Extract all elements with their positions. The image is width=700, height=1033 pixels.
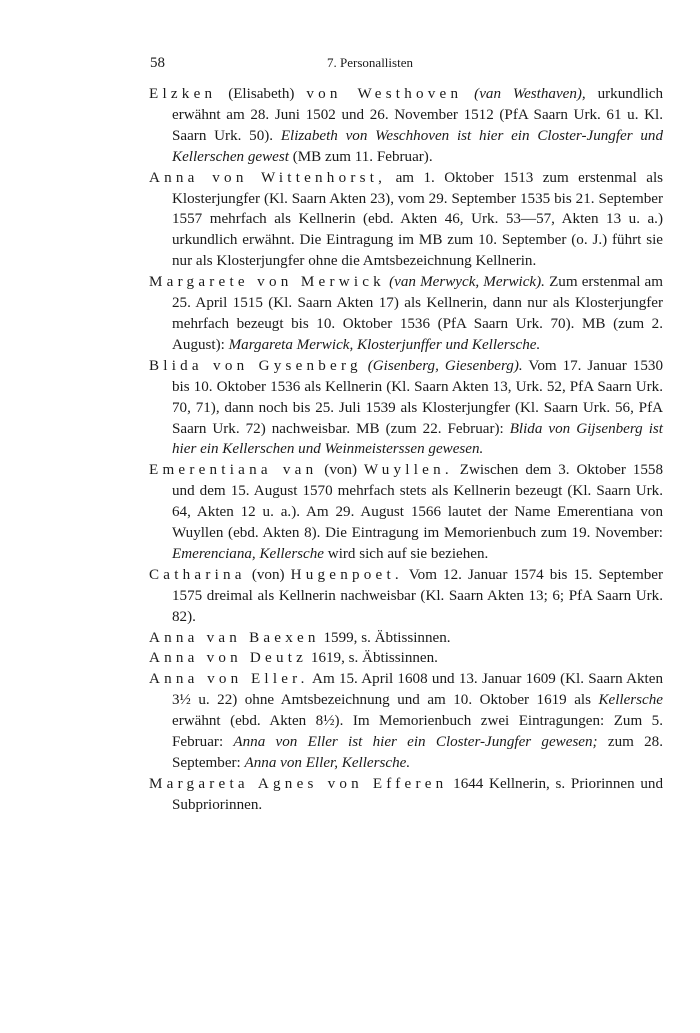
entry-list	[149, 84, 663, 816]
list-item: Blida von Gysenberg (Gisenberg, Giesenberg). Vom 17. Januar 1530 bis 10. Oktober 1536 als Kellnerin (Kl. Saarn Akten 13, Urk. 52, PfA Saarn Urk. 70, 71), dann noch bis 25. Juli 1539 als Klosterjungfer (Kl. Saarn Urk. 56, PfA Saarn Urk. 72) nachweisbar. MB (zum 22. Februar): Blida von Gijsenberg ist hier ein Kellerschen und Weinmeisterssen gewesen.	[149, 357, 663, 458]
list-item: Anna von Deutz 1619, s. Äbtissinnen.	[149, 650, 438, 667]
entry-name: Emerentiana van	[149, 462, 318, 479]
page-number: 58	[150, 55, 165, 71]
entry-name: Anna von Deutz	[149, 650, 308, 667]
list-item: Margareta Agnes von Efferen 1644 Kellnerin, s. Priorinnen und Subpriorinnen.	[149, 775, 664, 813]
running-title: 7. Personallisten	[327, 55, 413, 70]
list-item: Emerentiana van (von) Wuyllen. Zwischen dem 3. Oktober 1558 und dem 15. August 1570 mehrfach stets als Kellnerin bezeugt (Kl. Saarn Urk. 64, Akten 12 u. a.). Am 29. August 1566 lautet der Name Emerentiana von Wuyllen (ebd. Akten 8). Die Eintragung im Memorienbuch zum 19. November: Emerenciana, Kellersche wird sich auf sie beziehen.	[149, 462, 663, 562]
page-header	[0, 55, 700, 75]
list-item: Anna van Baexen 1599, s. Äbtissinnen.	[149, 629, 451, 646]
entry-name: Margareta Agnes von Efferen	[149, 775, 448, 792]
entry-name: Margarete von Merwick	[149, 274, 385, 291]
entry-name: Anna van Baexen	[149, 629, 320, 646]
entry-name: Hugenpoet.	[290, 566, 403, 583]
entry-name: Catharina	[149, 566, 246, 583]
entry-name: Wuyllen.	[363, 462, 453, 479]
entry-name: von Westhoven	[306, 86, 463, 102]
entry-name: Blida von Gysenberg	[149, 357, 362, 374]
entry-name: Anna von Wittenhorst,	[149, 169, 387, 186]
list-item: Elzken (Elisabeth) von Westhoven (van Westhaven), urkundlich erwähnt am 28. Juni 1502 und 26. November 1512 (PfA Saarn Urk. 61 u. Kl. Saarn Urk. 50). Elizabeth von Weschhoven ist hier ein Closter-Jungfer und Kellerschen gewest (MB zum 11. Februar).	[149, 86, 664, 165]
entry-name: Anna von Eller.	[149, 671, 309, 688]
list-item: Margarete von Merwick (van Merwyck, Merwick). Zum erstenmal am 25. April 1515 (Kl. Saarn Akten 17) als Kellnerin, dann nur als Klosterjungfer mehrfach bezeugt bis 10. Oktober 1536 (PfA Saarn Urk. 70). MB (zum 2. August): Margareta Merwick, Klosterjunffer und Kellersche.	[149, 274, 663, 353]
entry-name: Elzken	[149, 86, 217, 102]
list-item: Anna von Eller. Am 15. April 1608 und 13. Januar 1609 (Kl. Saarn Akten 3½ u. 22) ohne Amtsbezeichnung und am 10. Oktober 1619 als Kellersche erwähnt (ebd. Akten 8½). Im Memorienbuch zwei Eintragungen: Zum 5. Februar: Anna von Eller ist hier ein Closter-Jungfer gewesen; zum 28. September: Anna von Eller, Kellersche.	[149, 671, 663, 771]
list-item: Catharina (von) Hugenpoet. Vom 12. Januar 1574 bis 15. September 1575 dreimal als Kellnerin nachweisbar (Kl. Saarn Akten 13; 6; PfA Saarn Urk. 82).	[149, 566, 663, 625]
list-item: Anna von Wittenhorst, am 1. Oktober 1513 zum erstenmal als Klosterjungfer (Kl. Saarn Akten 23), vom 29. September 1535 bis 21. September 1557 mehrfach als Kellnerin (ebd. Akten 46, Urk. 53—57, Akten 13 u. a.) urkundlich erwähnt. Die Eintragung im MB zum 10. September (o. J.) führt sie nur als Klosterjungfer ohne die Amtsbezeichnung Kellnerin.	[149, 169, 664, 270]
